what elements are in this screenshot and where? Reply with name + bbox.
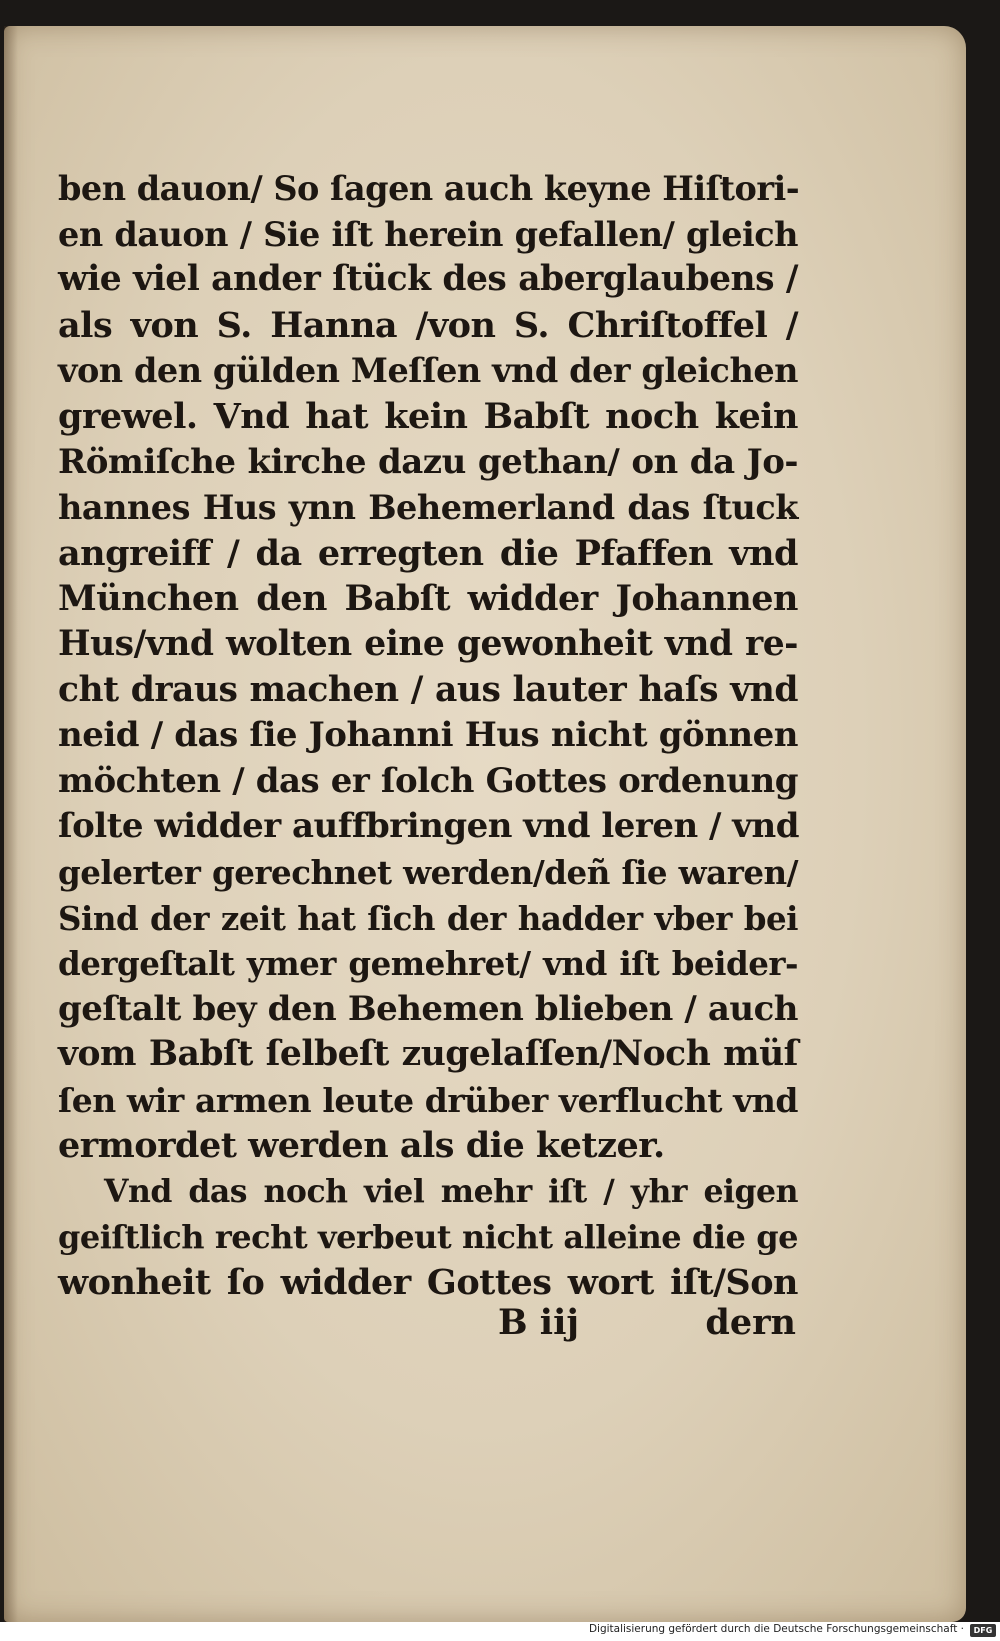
text-line: als von S. Hanna /von S. Chriſtoffel / bbox=[58, 304, 798, 346]
text-line: ſen wir armen leute drüber verflucht vnd bbox=[58, 1080, 798, 1120]
text-line: grewel. Vnd hat kein Babſt noch kein bbox=[58, 395, 798, 437]
text-line: geiſtlich recht verbeut nicht alleine die ge bbox=[58, 1217, 798, 1256]
catchword: dern bbox=[705, 1302, 796, 1343]
text-line: ben dauon/ So ſagen auch keyne Hiſtori- bbox=[58, 169, 800, 208]
text-line: wonheit ſo widder Gottes wort iſt/Son bbox=[58, 1262, 798, 1304]
page-text bbox=[58, 166, 798, 1306]
text-line: ſolte widder auffbringen vnd leren / vnd bbox=[58, 806, 800, 847]
signature-mark: B iij bbox=[498, 1302, 580, 1343]
text-line-indented: Vnd das noch viel mehr iſt / yhr eigen bbox=[104, 1173, 798, 1211]
text-line: München den Babſt widder Johannen bbox=[58, 578, 798, 620]
text-line: gelerter gerechnet werden/deñ ſie waren/ bbox=[58, 852, 798, 892]
text-line: dergeſtalt ymer gemehret/ vnd iſt beider- bbox=[58, 944, 798, 984]
text-line: cht draus machen / aus lauter haſs vnd bbox=[58, 669, 798, 710]
dfg-logo-icon: DFG bbox=[970, 1624, 996, 1637]
text-line: en dauon / Sie iſt herein gefallen/ gleich bbox=[58, 214, 798, 254]
text-line: geſtalt bey den Behemen blieben / auch bbox=[58, 988, 798, 1029]
text-line: Sind der zeit hat ſich der hadder vber bei bbox=[58, 898, 798, 938]
text-line: Hus/vnd wolten eine gewonheit vnd re- bbox=[58, 623, 798, 664]
text-line: neid / das ſie Johanni Hus nicht gönnen bbox=[58, 715, 798, 756]
text-line: möchten / das er ſolch Gottes ordenung bbox=[58, 760, 798, 801]
text-line: angreiff / da erregten die Pfaffen vnd bbox=[58, 532, 798, 574]
book-page bbox=[4, 26, 966, 1622]
text-line: Römiſche kirche dazu gethan/ on da Jo- bbox=[58, 441, 798, 482]
text-line: wie viel ander ſtück des aberglaubens / bbox=[58, 259, 798, 300]
text-line: hannes Hus ynn Behemerland das ſtuck bbox=[58, 488, 798, 528]
digitization-footer bbox=[0, 1622, 1000, 1641]
text-line: von den gülden Meſſen vnd der gleichen bbox=[58, 351, 798, 391]
text-line: vom Babſt ſelbeſt zugelaſſen/Noch müſ bbox=[58, 1034, 798, 1075]
funding-credit: Digitalisierung gefördert durch die Deutsche Forschungsgemeinschaft · bbox=[588, 1623, 964, 1635]
page-footer-line bbox=[58, 1302, 798, 1348]
text-line: ermordet werden als die ketzer. bbox=[58, 1125, 665, 1167]
